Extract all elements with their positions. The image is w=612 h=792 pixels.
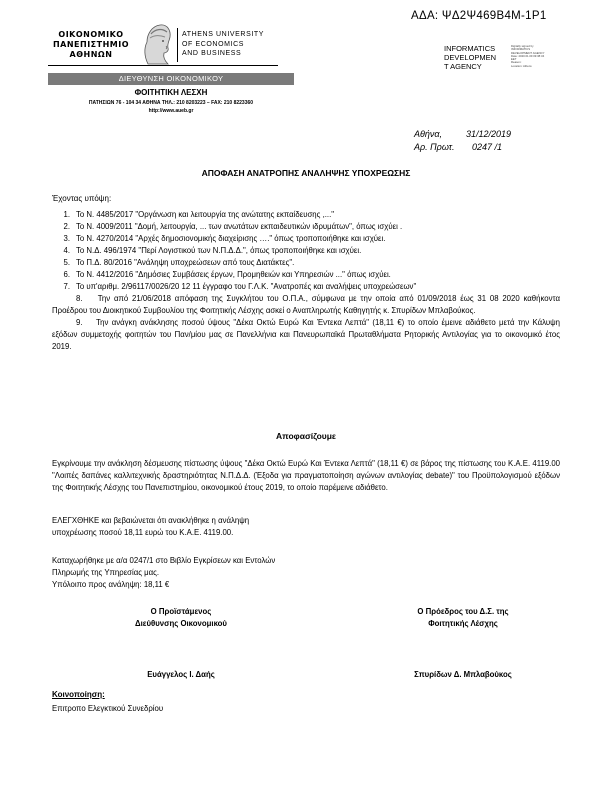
date-protocol-block bbox=[414, 128, 511, 154]
protocol-label: Αρ. Πρωτ. bbox=[414, 142, 455, 152]
document-title: ΑΠΟΦΑΣΗ ΑΝΑΤΡΟΠΗΣ ΑΝΑΛΗΨΗΣ ΥΠΟΧΡΕΩΣΗΣ bbox=[201, 168, 411, 178]
item-text: Το Ν. 4412/2016 "Δημόσιες Συμβάσεις έργων, Προμηθειών και Υπηρεσιών ..." όπως ισχύει. bbox=[76, 270, 391, 279]
item-text: Το Ν. 4009/2011 "Δομή, λειτουργία, ... των ανωτάτων εκπαιδευτικών ιδρυμάτων", όπως ισχύει . bbox=[76, 222, 403, 231]
stamp-detail-line: DEVELOPMENT AGENCY bbox=[511, 50, 545, 55]
notification-recipient: Επιτροπο Ελεγκτικού Συνεδρίου bbox=[52, 704, 164, 713]
header-rule bbox=[48, 65, 278, 66]
notification-heading: Κοινοποίηση: bbox=[52, 690, 105, 699]
athena-head-logo bbox=[138, 20, 174, 68]
registration-line: Υπόλοιπο προς ανάληψη: 18,11 € bbox=[52, 580, 170, 589]
department-bar: ΔΙΕΥΘΥΝΣΗ ΟΙΚΟΝΟΜΙΚΟΥ bbox=[48, 73, 294, 85]
signature-right-role bbox=[388, 606, 538, 630]
place-label: Αθήνα, bbox=[414, 129, 443, 139]
verification-line: υποχρέωσης ποσού 18,11 ευρώ του Κ.Α.Ε. 4119.00. bbox=[52, 528, 234, 537]
stamp-line: DEVELOPMEN bbox=[444, 53, 497, 62]
signatory-right-name: Σπυρίδων Δ. Μπλαβούκος bbox=[414, 670, 512, 679]
signature-stamp bbox=[444, 44, 496, 71]
stamp-detail-line: Reason: bbox=[511, 60, 522, 65]
university-name-line: OF ECONOMICS bbox=[182, 40, 245, 48]
item-number: 8. bbox=[76, 294, 83, 303]
item-text: Την ανάγκη ανάκλησης ποσού ύψους "Δέκα Οκτώ Ευρώ Και Έντεκα Λεπτά" (18,11 €) το οποίο έμεινε αδιάθετο μετά την Κάλυψη εξόδων συμμετοχής φοιτητών του Παν/μίου μας σε Πανελλήνια και Πανευρωπαϊκά Πρωταθλήματα Ρητορικής Αντιλογίας για το οικονομικό έτος 2019. bbox=[52, 318, 560, 351]
item-text: Το Ν. 4485/2017 "Οργάνωση και λειτουργία της ανώτατης εκπαίδευσης ,..." bbox=[76, 210, 335, 219]
stamp-detail-line: EET bbox=[511, 57, 517, 62]
address-line: ΠΑΤΗΣΙΩΝ 76 - 104 34 ΑΘΗΝΑ ΤΗΛ.: 210 8203223 – FAX: 210 8223360 bbox=[88, 100, 254, 106]
item-number: 2. bbox=[63, 222, 70, 231]
ada-code: ΑΔΑ: ΨΔ2Ψ469Β4Μ-1Ρ1 bbox=[411, 10, 547, 22]
signature-left-role bbox=[106, 606, 256, 630]
list-item bbox=[52, 233, 560, 245]
stamp-detail-line: Date: 2020.01.09 09:38:34 bbox=[511, 53, 545, 58]
considerations-list bbox=[52, 209, 560, 353]
item-number: 5. bbox=[63, 258, 70, 267]
list-item bbox=[52, 269, 560, 281]
verification-line: ΕΛΕΓΧΘΗΚΕ και βεβαιώνεται ότι ανακλήθηκε η ανάληψη bbox=[52, 516, 250, 525]
role-line: Φοιτητικής Λέσχης bbox=[428, 619, 498, 628]
registration-block bbox=[52, 555, 452, 591]
role-line: Ο Προϊστάμενος bbox=[150, 607, 212, 616]
registration-line: Πληρωμής της Υπηρεσίας μας. bbox=[52, 568, 160, 577]
list-item bbox=[52, 293, 560, 317]
item-text: Την από 21/06/2018 απόφαση της Συγκλήτου του Ο.Π.Α., σύμφωνα με την οποία από 01/09/2018 έως 31 08 2020 καθήκοντα Προέδρου του Διοικητικού Συμβουλίου της Φοιτητικής Λέσχης ασκεί ο Αναπληρωτής Καθηγητής κ. Σπυρίδων Μπλαβούκος. bbox=[52, 294, 560, 315]
list-item bbox=[52, 281, 560, 293]
stamp-detail-line: INFORMATICS bbox=[511, 47, 531, 52]
university-name-line: ΑΘΗΝΩΝ bbox=[69, 50, 113, 59]
item-number: 4. bbox=[63, 246, 70, 255]
role-line: Διεύθυνσης Οικονομικού bbox=[135, 619, 227, 628]
logo-divider bbox=[177, 28, 178, 62]
item-text: Το Ν.Δ. 496/1974 "Περί Λογιστικού των Ν.Π.Δ.Δ.", όπως τροποποιήθηκε και ισχύει. bbox=[76, 246, 362, 255]
stamp-line: INFORMATICS bbox=[444, 44, 496, 53]
item-text: Το υπ'αριθμ. 2/96117/0026/20 12 11 έγγραφο του Γ.Λ.Κ. "Ανατροπές και αναλήψεις υποχρεώσεων" bbox=[76, 282, 417, 291]
item-text: Το Π.Δ. 80/2016 "Ανάληψη υποχρεώσεων από τους Διατάκτες". bbox=[76, 258, 295, 267]
university-name-line: AND BUSINESS bbox=[182, 50, 242, 57]
stamp-detail-line: Digitally signed by bbox=[511, 44, 534, 48]
university-name-line: ΟΙΚΟΝΟΜΙΚΟ bbox=[58, 30, 124, 39]
item-number: 1. bbox=[63, 210, 70, 219]
registration-line: Καταχωρήθηκε με α/α 0247/1 στο Βιβλίο Εγκρίσεων και Εντολών bbox=[52, 556, 276, 565]
university-name-line: ΠΑΝΕΠΙΣΤΗΜΙΟ bbox=[52, 40, 130, 49]
item-number: 7. bbox=[63, 282, 70, 291]
university-name-line: ATHENS UNIVERSITY bbox=[182, 31, 265, 38]
verification-block bbox=[52, 515, 452, 539]
signatory-left-name: Ευάγγελος Ι. Δαής bbox=[147, 670, 215, 679]
website-link[interactable]: http://www.aueb.gr bbox=[148, 108, 194, 114]
protocol-value: 0247 /1 bbox=[472, 142, 503, 152]
considerations-intro: Έχοντας υπόψη: bbox=[52, 194, 112, 203]
decision-text: Εγκρίνουμε την ανάκληση δέσμευσης πίστωσης ύψους "Δέκα Οκτώ Ευρώ Και Έντεκα Λεπτά" (18,11 €) σε βάρος της πίστωσης του Κ.Α.Ε. 4119.00 "Λοιπές δαπάνες καλλιτεχνικής δραστηριότητας Ν.Π.Δ.Δ. (Έξοδα για πραγματοποίηση αγώνων αντιλογίας debate)" του Προϋπολογισμού εξόδων της Φοιτητικής Λέσχης του Πανεπιστημίου, οικονομικού έτους 2019, το οποίο παρέμεινε αδιάθετο. bbox=[52, 459, 560, 492]
list-item bbox=[52, 245, 560, 257]
item-number: 9. bbox=[76, 318, 83, 327]
list-item bbox=[52, 257, 560, 269]
list-item bbox=[52, 209, 560, 221]
list-item bbox=[52, 221, 560, 233]
stamp-detail-line: Location: Athens bbox=[511, 63, 532, 68]
date-value: 31/12/2019 bbox=[466, 129, 512, 139]
unit-name: ΦΟΙΤΗΤΙΚΗ ΛΕΣΧΗ bbox=[134, 88, 208, 97]
stamp-line: T AGENCY bbox=[444, 62, 482, 71]
signature-stamp-details bbox=[511, 45, 571, 68]
university-name-greek bbox=[48, 30, 134, 60]
item-text: Το Ν. 4270/2014 "Αρχές δημοσιονομικής διαχείρισης …." όπως τροποποιήθηκε και ισχύει. bbox=[76, 234, 386, 243]
decision-heading: Αποφασίζουμε bbox=[276, 431, 336, 441]
item-number: 3. bbox=[63, 234, 70, 243]
role-line: Ο Πρόεδρος του Δ.Σ. της bbox=[417, 607, 509, 616]
item-number: 6. bbox=[63, 270, 70, 279]
list-item bbox=[52, 317, 560, 353]
university-name-english bbox=[182, 30, 292, 59]
